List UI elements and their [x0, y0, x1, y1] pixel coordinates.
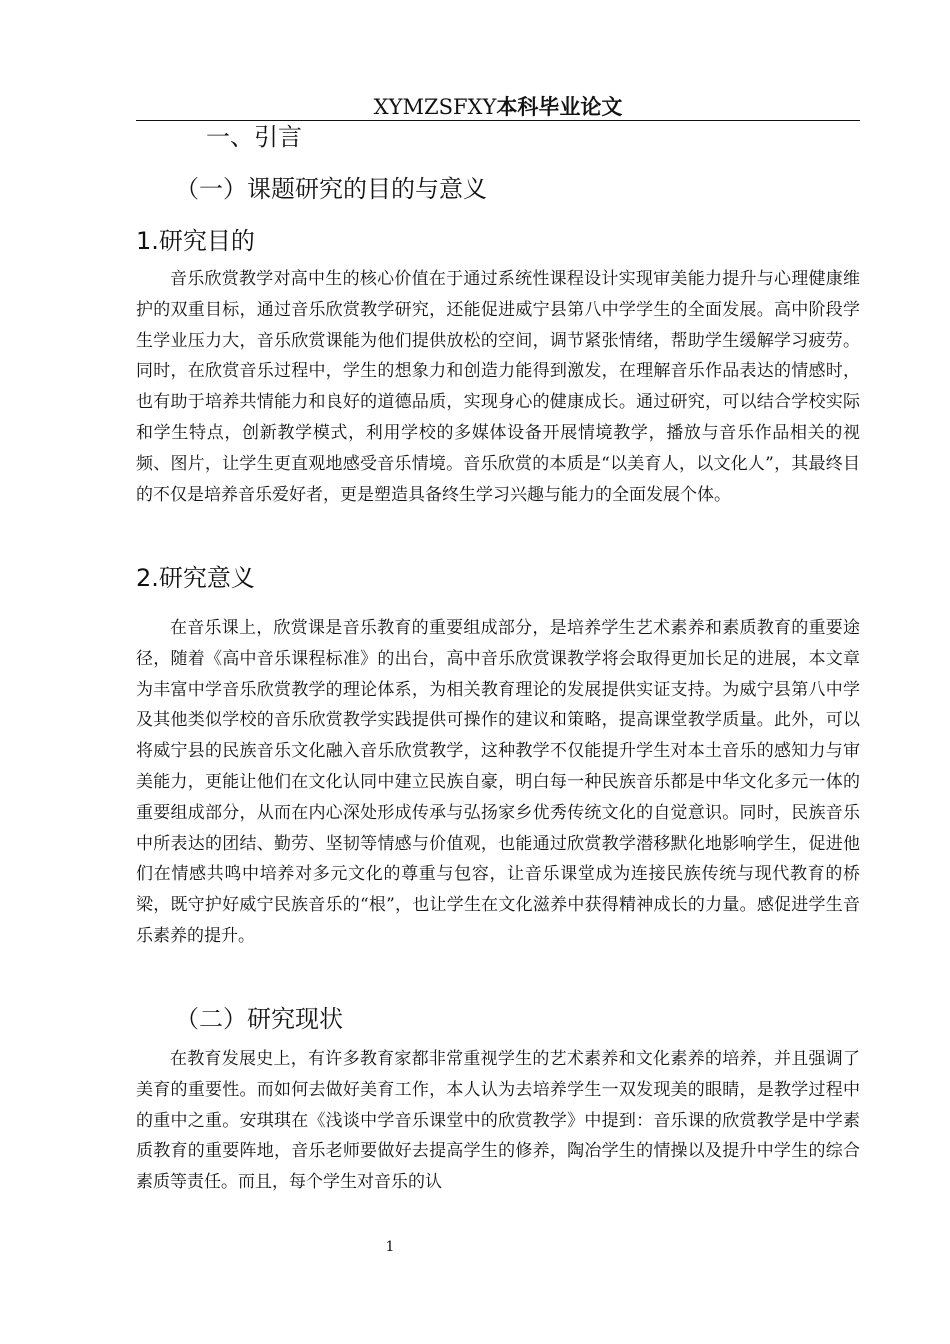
page-number: 1 [385, 1239, 395, 1255]
header-title: 本科毕业论文 [496, 95, 623, 119]
paragraph-research-purpose: 音乐欣赏教学对高中生的核心价值在于通过系统性课程设计实现审美能力提升与心理健康维护的双重目标，通过音乐欣赏教学研究，还能促进威宁县第八中学学生的全面发展。高中阶段学生学业压力大，音乐欣赏课能为他们提供放松的空间，调节紧张情绪，帮助学生缓解学习疲劳。同时，在欣赏音乐过程中，学生的想象力和创造力能得到激发，在理解音乐作品表达的情感时，也有助于培养共情能力和良好的道德品质，实现身心的健康成长。通过研究，可以结合学校实际和学生特点，创新教学模式，利用学校的多媒体设备开展情境教学，播放与音乐作品相关的视频、图片，让学生更直观地感受音乐情境。音乐欣赏的本质是“以美育人，以文化人”，其最终目的不仅是培养音乐爱好者，更是塑造具备终生学习兴趣与能力的全面发展个体。 [136, 269, 860, 505]
header-school-code: XYMZSFXY [373, 95, 497, 119]
header-rule [136, 120, 860, 121]
running-header [136, 94, 860, 120]
subsection-heading-research-status: （二）研究现状 [175, 1005, 343, 1033]
section-heading-intro: 一、引言 [206, 123, 302, 151]
heading-research-purpose: 1.研究目的 [136, 227, 255, 255]
paragraph-research-status: 在教育发展史上，有许多教育家都非常重视学生的艺术素养和文化素养的培养，并且强调了美育的重要性。而如何去做好美育工作，本人认为去培养学生一双发现美的眼睛，是教学过程中的重中之重。安琪琪在《浅谈中学音乐课堂中的欣赏教学》中提到：音乐课的欣赏教学是中学素质教育的重要阵地，音乐老师要做好去提高学生的修养，陶冶学生的情操以及提升中学生的综合素质等责任。而且，每个学生对音乐的认 [136, 1049, 860, 1193]
paragraph-research-significance: 在音乐课上，欣赏课是音乐教育的重要组成部分，是培养学生艺术素养和素质教育的重要途径，随着《高中音乐课程标准》的出台，高中音乐欣赏课教学将会取得更加长足的进展，本文章为丰富中学音乐欣赏教学的理论体系，为相关教育理论的发展提供实证支持。为威宁县第八中学及其他类似学校的音乐欣赏教学实践提供可操作的建议和策略，提高课堂教学质量。此外，可以将威宁县的民族音乐文化融入音乐欣赏教学，这种教学不仅能提升学生对本土音乐的感知力与审美能力，更能让他们在文化认同中建立民族自豪，明白每一种民族音乐都是中华文化多元一体的重要组成部分，从而在内心深处形成传承与弘扬家乡优秀传统文化的自觉意识。同时，民族音乐中所表达的团结、勤劳、坚韧等情感与价值观，也能通过欣赏教学潜移默化地影响学生，促进他们在情感共鸣中培养对多元文化的尊重与包容，让音乐课堂成为连接民族传统与现代教育的桥梁，既守护好威宁民族音乐的“根”，也让学生在文化滋养中获得精神成长的力量。感促进学生音乐素养的提升。 [136, 618, 860, 946]
subsection-heading-purpose-significance: （一）课题研究的目的与意义 [175, 175, 487, 203]
heading-research-significance: 2.研究意义 [136, 564, 255, 592]
